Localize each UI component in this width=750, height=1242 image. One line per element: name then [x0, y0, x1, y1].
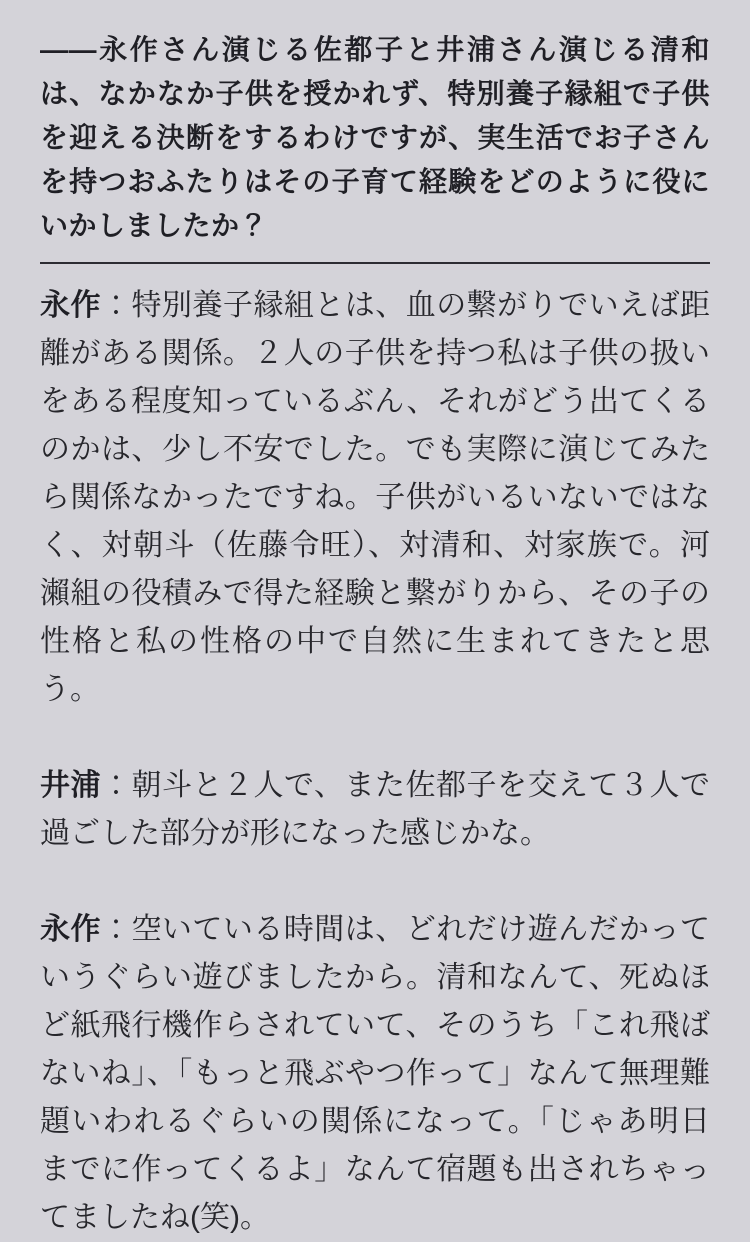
speaker-name: 永作 — [40, 913, 101, 946]
speaker-separator: ： — [101, 769, 132, 802]
speaker-name: 井浦 — [40, 769, 102, 802]
answer-text: 特別養子縁組とは、血の繋がりでいえば距離がある関係。２人の子供を持つ私は子供の扱いをある程度知っているぶん、それがどう出てくるのかは、少し不安でした。でも実際に演じてみたら関係なかったですね。子供がいるいないではなく、対朝斗（佐藤令旺）、対清和、対家族で。河瀨組の役積みで得た経験と繋がりから、その子の性格と私の性格の中で自然に生まれてきたと思う。 — [40, 289, 711, 706]
answer-text: 空いている時間は、どれだけ遊んだかっていうぐらい遊びましたから。清和なんて、死ぬほど紙飛行機作らされていて、そのうち「これ飛ばないね」、「もっと飛ぶやつ作って」なんて無理難題いわれるぐらいの関係になって。「じゃあ明日までに作ってくるよ」なんて宿題も出されちゃってましたね(笑)。 — [40, 913, 711, 1234]
interview-question: ――永作さん演じる佐都子と井浦さん演じる清和は、なかなか子供を授かれず、特別養子縁組で子供を迎える決断をするわけですが、実生活でお子さんを持つおふたりはその子育て経験をどのように役にいかしましたか？ — [40, 34, 710, 241]
answer-paragraph — [40, 906, 710, 1242]
answer-paragraph — [40, 762, 710, 858]
speaker-separator: ： — [100, 289, 132, 322]
speaker-separator: ： — [100, 913, 132, 946]
section-divider — [40, 262, 710, 264]
answer-paragraph — [40, 282, 710, 714]
speaker-name: 永作 — [40, 289, 101, 322]
answer-text: 朝斗と２人で、また佐都子を交えて３人で過ごした部分が形になった感じかな。 — [40, 769, 711, 850]
